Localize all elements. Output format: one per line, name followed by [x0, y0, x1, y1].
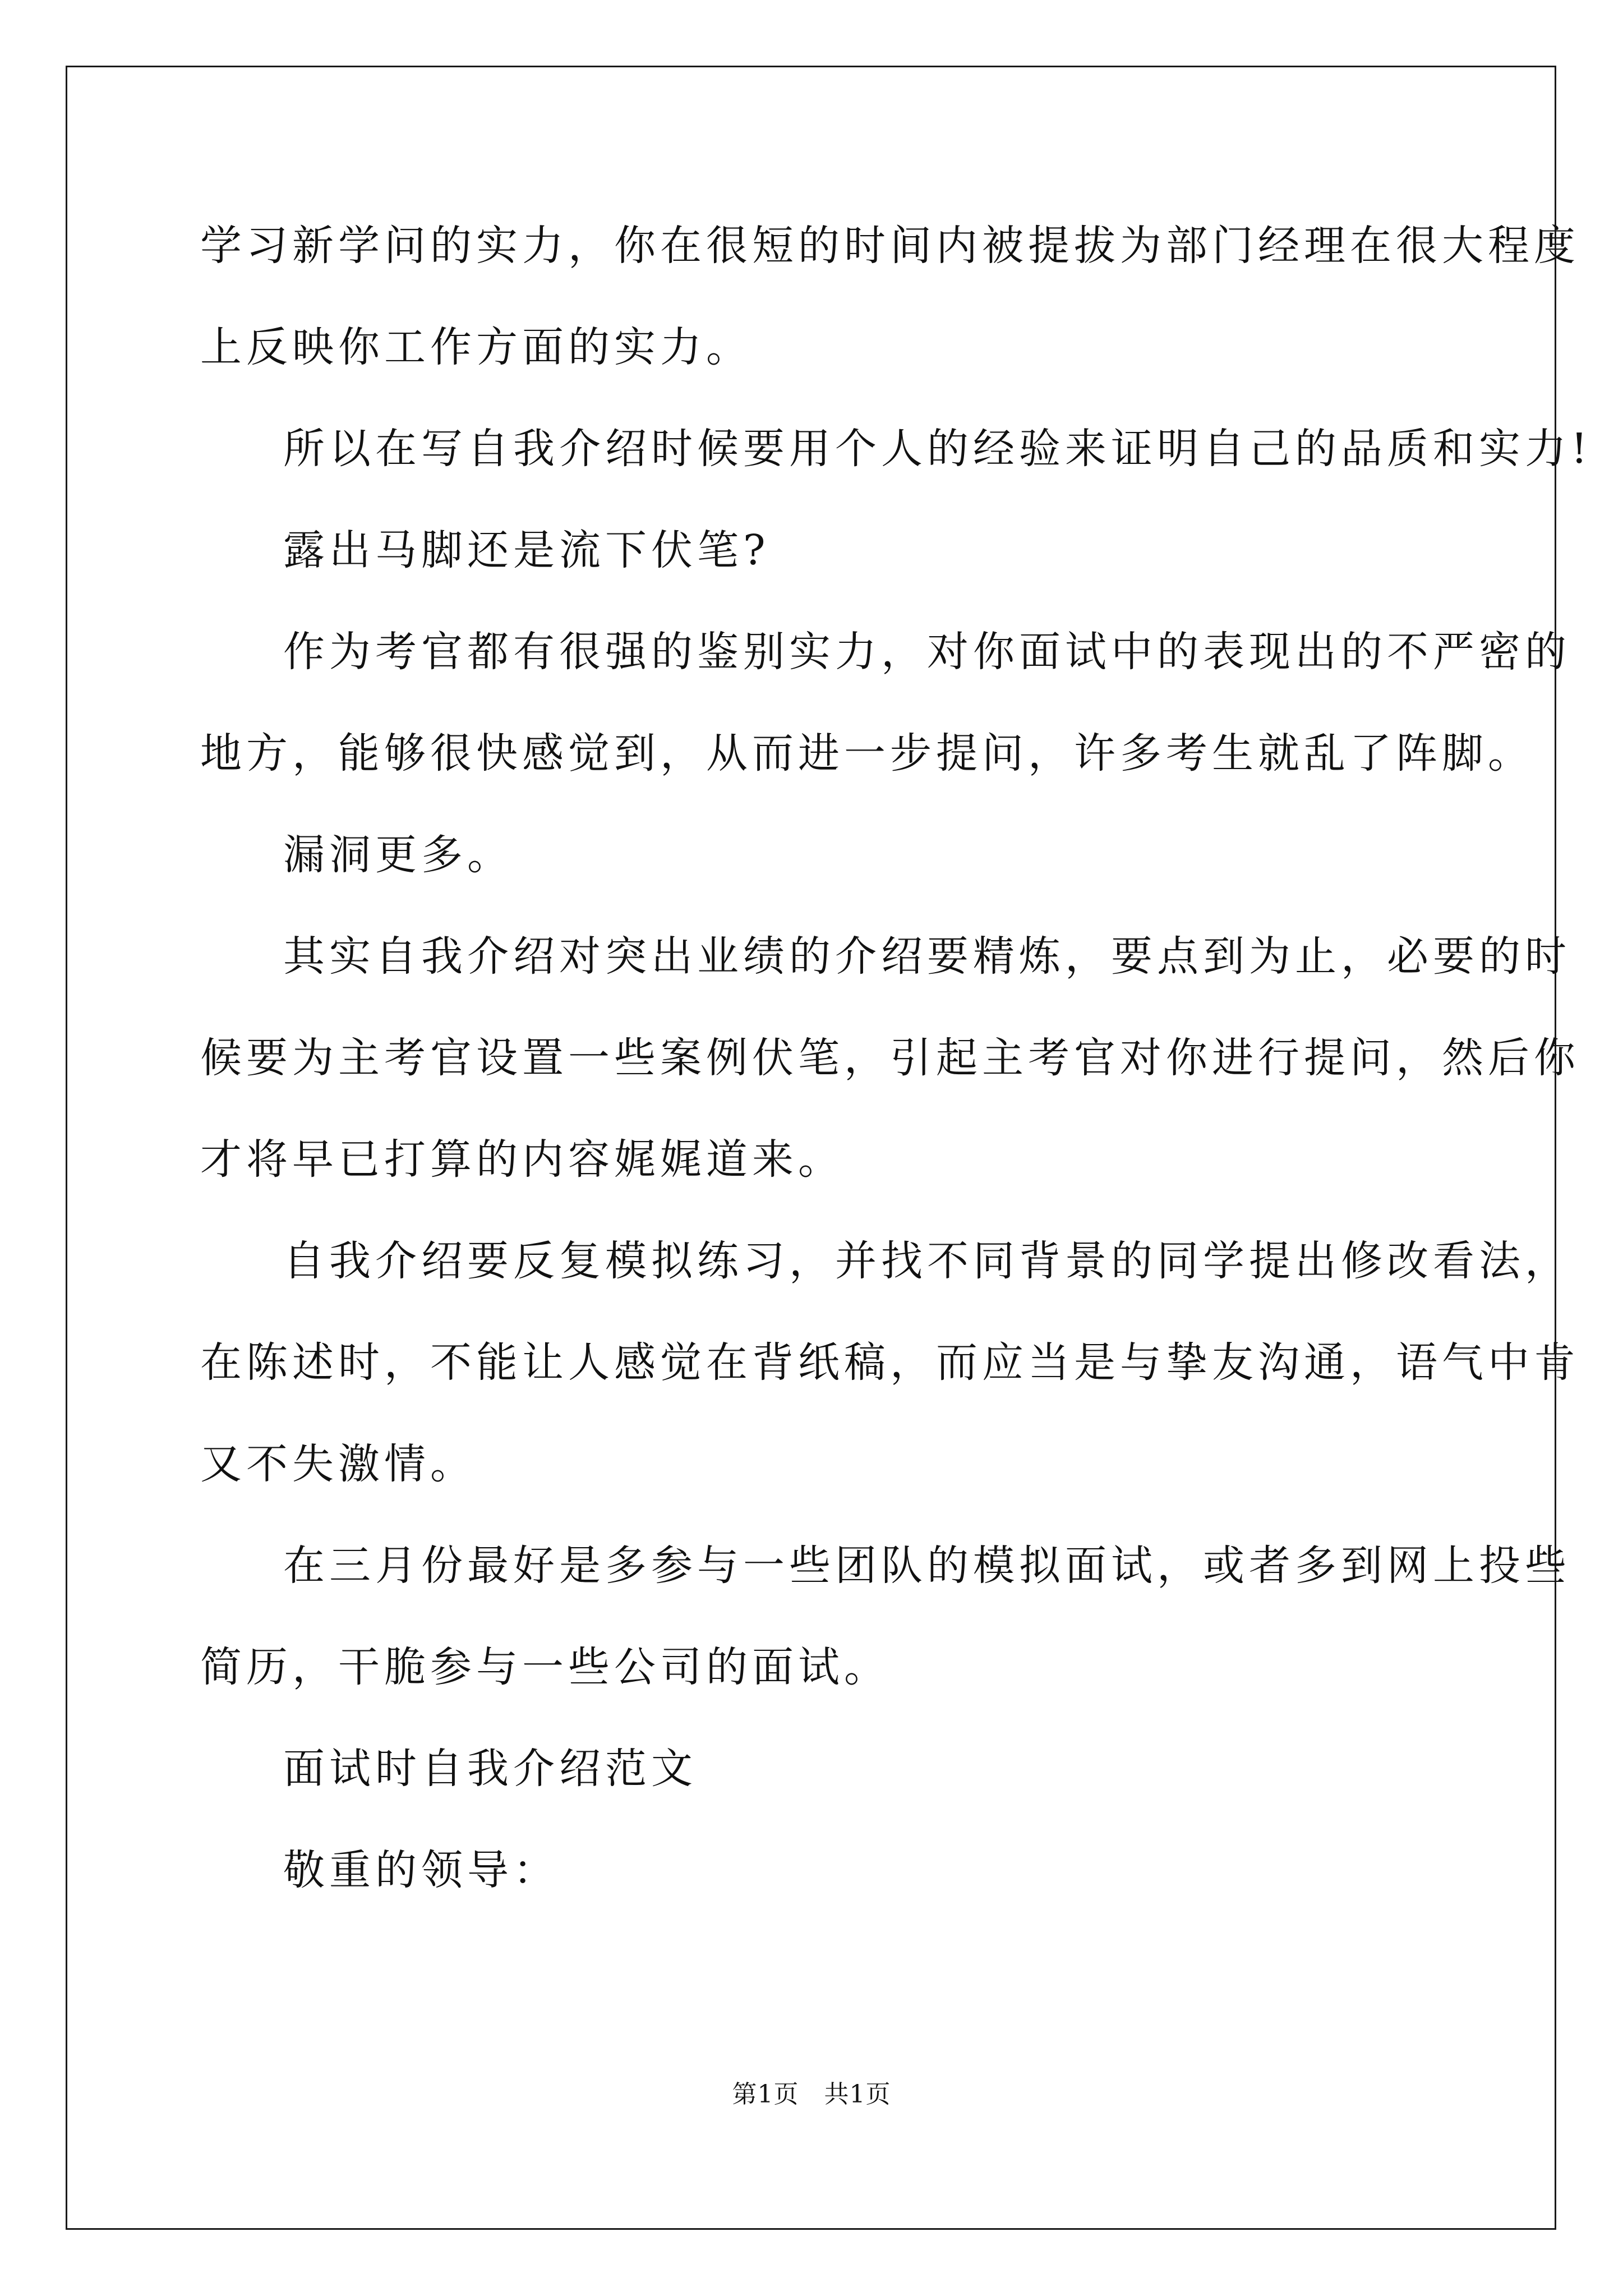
text-line: 在陈述时，不能让人感觉在背纸稿，而应当是与挚友沟通，语气中肯 [200, 1338, 1580, 1387]
text-line: 简历，干脆参与一些公司的面试。 [200, 1643, 890, 1691]
text-line: 露出马脚还是流下伏笔? [283, 526, 770, 574]
text-line: 又不失激情。 [200, 1440, 476, 1488]
text-line: 自我介绍要反复模拟练习，并找不同背景的同学提出修改看法， [283, 1237, 1571, 1285]
text-line: 其实自我介绍对突出业绩的介绍要精炼，要点到为止，必要的时 [283, 932, 1571, 981]
salutation: 敬重的领导： [283, 1846, 559, 1894]
text-line: 在三月份最好是多参与一些团队的模拟面试，或者多到网上投些 [283, 1542, 1571, 1590]
text-line: 才将早已打算的内容娓娓道来。 [200, 1135, 844, 1184]
section-heading: 面试时自我介绍范文 [283, 1745, 697, 1793]
text-line: 学习新学问的实力，你在很短的时间内被提拔为部门经理在很大程度 [200, 222, 1580, 270]
text-line: 地方，能够很快感觉到，从而进一步提问，许多考生就乱了阵脚。 [200, 729, 1534, 777]
text-line: 作为考官都有很强的鉴别实力，对你面试中的表现出的不严密的 [283, 628, 1571, 676]
document-body [200, 195, 1592, 1921]
text-line: 候要为主考官设置一些案例伏笔，引起主考官对你进行提问，然后你 [200, 1034, 1580, 1082]
page-footer: 第1页 共1页 [732, 2080, 891, 2109]
text-line: 所以在写自我介绍时候要用个人的经验来证明自己的品质和实力! [283, 425, 1592, 473]
text-line: 上反映你工作方面的实力。 [200, 323, 752, 371]
text-line: 漏洞更多。 [283, 831, 513, 879]
